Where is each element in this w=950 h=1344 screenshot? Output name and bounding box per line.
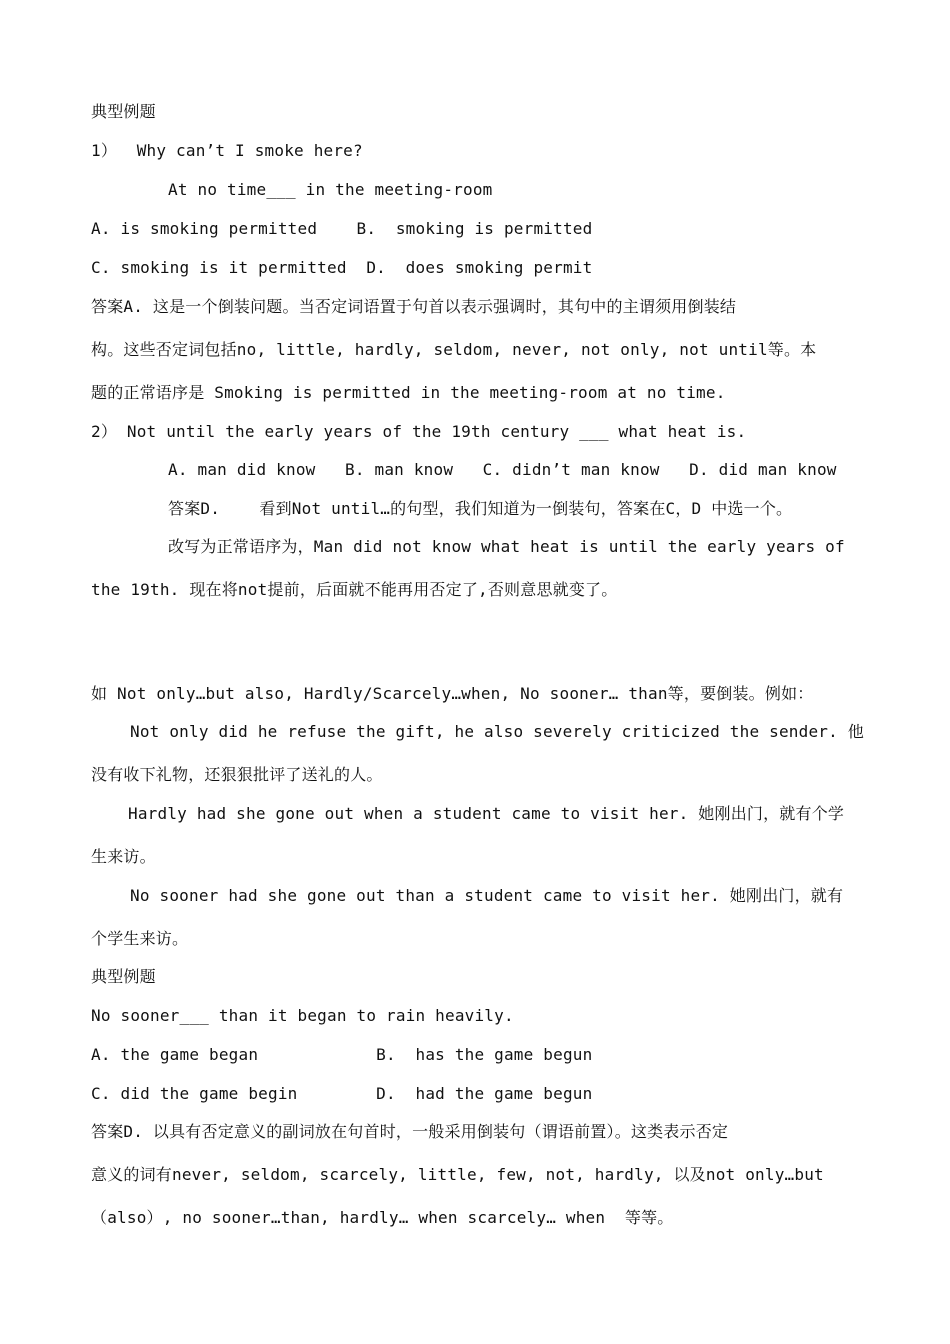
- question-3-options-cd: C. did the game begin D. had the game begun: [91, 1084, 593, 1103]
- question-2-options: A. man did know B. man know C. didn’t man know D. did man know: [168, 460, 837, 479]
- section-heading: 典型例题: [91, 102, 156, 121]
- answer-2-line-3: the 19th. 现在将not提前，后面就不能再用否定了,否则意思就变了。: [91, 580, 618, 599]
- section-heading-2: 典型例题: [91, 967, 156, 986]
- answer-3-line-1: 答案D. 以具有否定意义的副词放在句首时，一般采用倒装句（谓语前置）。这类表示否定: [91, 1122, 729, 1141]
- example-2-line-2: 生来访。: [91, 847, 156, 866]
- answer-1-line-3: 题的正常语序是 Smoking is permitted in the meeting-room at no time.: [91, 383, 726, 402]
- question-1-options-cd: C. smoking is it permitted D. does smoking permit: [91, 258, 593, 277]
- question-2: 2） Not until the early years of the 19th century ___ what heat is.: [91, 422, 747, 441]
- rule-intro: 如 Not only…but also, Hardly/Scarcely…when, No sooner… than等，要倒装。例如：: [91, 684, 814, 703]
- example-2-line-1: Hardly had she gone out when a student came to visit her. 她刚出门，就有个学: [128, 804, 845, 823]
- question-1-options-ab: A. is smoking permitted B. smoking is permitted: [91, 219, 593, 238]
- example-1-line-2: 没有收下礼物，还狠狠批评了送礼的人。: [91, 765, 383, 784]
- answer-2-line-2: 改写为正常语序为，Man did not know what heat is until the early years of: [168, 537, 845, 556]
- question-1-prompt: At no time___ in the meeting-room: [168, 180, 493, 199]
- question-3: No sooner___ than it began to rain heavily.: [91, 1006, 514, 1025]
- answer-3-line-3: （also）, no sooner…than, hardly… when scarcely… when 等等。: [91, 1208, 674, 1227]
- example-1-line-1: Not only did he refuse the gift, he also severely criticized the sender. 他: [130, 722, 864, 741]
- answer-1-line-2: 构。这些否定词包括no, little, hardly, seldom, never, not only, not until等。本: [91, 340, 817, 359]
- example-3-line-2: 个学生来访。: [91, 929, 189, 948]
- answer-1-line-1: 答案A. 这是一个倒装问题。当否定词语置于句首以表示强调时，其句中的主谓须用倒装结: [91, 297, 737, 316]
- example-3-line-1: No sooner had she gone out than a student came to visit her. 她刚出门，就有: [130, 886, 844, 905]
- question-1: 1） Why can’t I smoke here?: [91, 141, 363, 160]
- answer-3-line-2: 意义的词有never, seldom, scarcely, little, few, not, hardly, 以及not only…but: [91, 1165, 824, 1184]
- answer-2-line-1: 答案D. 看到Not until…的句型，我们知道为一倒装句，答案在C，D 中选一个。: [168, 499, 793, 518]
- question-3-options-ab: A. the game began B. has the game begun: [91, 1045, 593, 1064]
